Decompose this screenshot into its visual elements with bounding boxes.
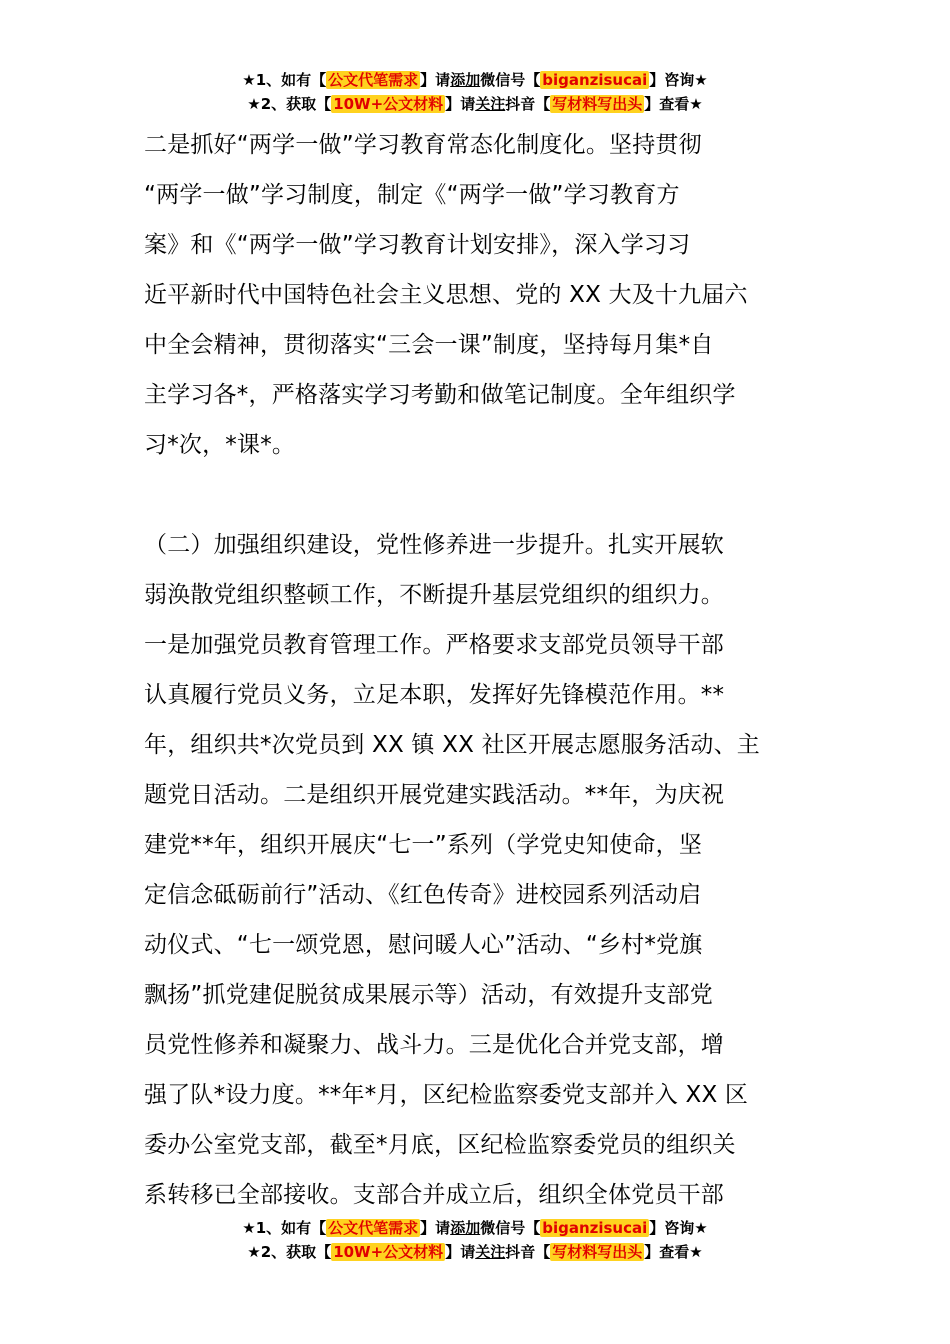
banner-text: 】查看★ xyxy=(644,1243,703,1261)
banner-highlight: 公文代笔需求 xyxy=(328,1219,419,1237)
banner-highlight: biganzisucai xyxy=(542,71,648,89)
banner-text: 】查看★ xyxy=(644,95,703,113)
body-line: 案》和《“两学一做”学习教育计划安排》，深入学习习 xyxy=(144,232,691,258)
body-line: 题党日活动。二是组织开展党建实践活动。**年，为庆祝 xyxy=(144,782,725,808)
body-line: 主学习各*，严格落实学习考勤和做笔记制度。全年组织学 xyxy=(144,382,736,408)
banner-text: 抖音【 xyxy=(505,1243,551,1261)
banner-text: 】请 xyxy=(445,1243,476,1261)
banner-line-1 xyxy=(0,68,950,92)
banner-highlight: 10W+公文材料 xyxy=(333,1243,444,1261)
body-line: 定信念砥砺前行”活动、《红色传奇》进校园系列活动启 xyxy=(144,882,702,908)
banner-text: 微信号【 xyxy=(480,71,541,89)
banner-text: 微信号【 xyxy=(480,1219,541,1237)
banner-emphasis: 添加 xyxy=(450,1219,481,1237)
body-line: （二）加强组织建设，党性修养进一步提升。扎实开展软 xyxy=(144,532,724,558)
banner-highlight: 10W+公文材料 xyxy=(333,95,444,113)
body-line: “两学一做”学习制度，制定《“两学一做”学习教育方 xyxy=(144,182,680,208)
banner-highlight: 写材料写出头 xyxy=(552,1243,643,1261)
banner-text: 抖音【 xyxy=(505,95,551,113)
banner-text: ★1、如有【 xyxy=(242,1219,327,1237)
banner-text: 】咨询★ xyxy=(649,1219,708,1237)
body-line: 习*次，*课*。 xyxy=(144,432,296,458)
body-line: 近平新时代中国特色社会主义思想、党的 XX 大及十九届六 xyxy=(144,282,748,308)
body-line: 员党性修养和凝聚力、战斗力。三是优化合并党支部，增 xyxy=(144,1032,724,1058)
body-line: 一是加强党员教育管理工作。严格要求支部党员领导干部 xyxy=(144,632,724,658)
banner-emphasis: 添加 xyxy=(450,71,481,89)
banner-text: ★2、获取【 xyxy=(247,95,332,113)
banner-text: 】请 xyxy=(445,95,476,113)
banner-highlight: 公文代笔需求 xyxy=(328,71,419,89)
paragraph-gap xyxy=(144,470,808,520)
banner-highlight: biganzisucai xyxy=(542,1219,648,1237)
banner-text: 】请 xyxy=(420,1219,451,1237)
body-line: 二是抓好“两学一做”学习教育常态化制度化。坚持贯彻 xyxy=(144,132,702,158)
banner-highlight: 写材料写出头 xyxy=(552,95,643,113)
document-body xyxy=(144,120,808,1220)
banner-line-1 xyxy=(0,1216,950,1240)
banner-text: ★2、获取【 xyxy=(247,1243,332,1261)
banner-line-2 xyxy=(0,1240,950,1264)
body-line: 系转移已全部接收。支部合并成立后，组织全体党员干部 xyxy=(144,1182,724,1208)
footer-banner xyxy=(0,1216,950,1264)
body-line: 强了队*设力度。**年*月，区纪检监察委党支部并入 XX 区 xyxy=(144,1082,749,1108)
body-line: 动仪式、“七一颂党恩，慰问暖人心”活动、“乡村*党旗 xyxy=(144,932,703,958)
banner-text: 】咨询★ xyxy=(649,71,708,89)
banner-text: ★1、如有【 xyxy=(242,71,327,89)
header-banner xyxy=(0,68,950,116)
banner-line-2 xyxy=(0,92,950,116)
body-line: 认真履行党员义务，立足本职，发挥好先锋模范作用。** xyxy=(144,682,725,708)
body-line: 年，组织共*次党员到 XX 镇 XX 社区开展志愿服务活动、主 xyxy=(144,732,760,758)
body-line: 建党**年，组织开展庆“七一”系列（学党史知使命，坚 xyxy=(144,832,703,858)
body-line: 中全会精神，贯彻落实“三会一课”制度，坚持每月集*自 xyxy=(144,332,714,358)
body-line: 委办公室党支部，截至*月底，区纪检监察委党员的组织关 xyxy=(144,1132,736,1158)
body-line: 弱涣散党组织整顿工作，不断提升基层党组织的组织力。 xyxy=(144,582,724,608)
banner-emphasis: 关注 xyxy=(475,1243,506,1261)
banner-emphasis: 关注 xyxy=(475,95,506,113)
banner-text: 】请 xyxy=(420,71,451,89)
body-line: 飘扬”抓党建促脱贫成果展示等）活动，有效提升支部党 xyxy=(144,982,713,1008)
